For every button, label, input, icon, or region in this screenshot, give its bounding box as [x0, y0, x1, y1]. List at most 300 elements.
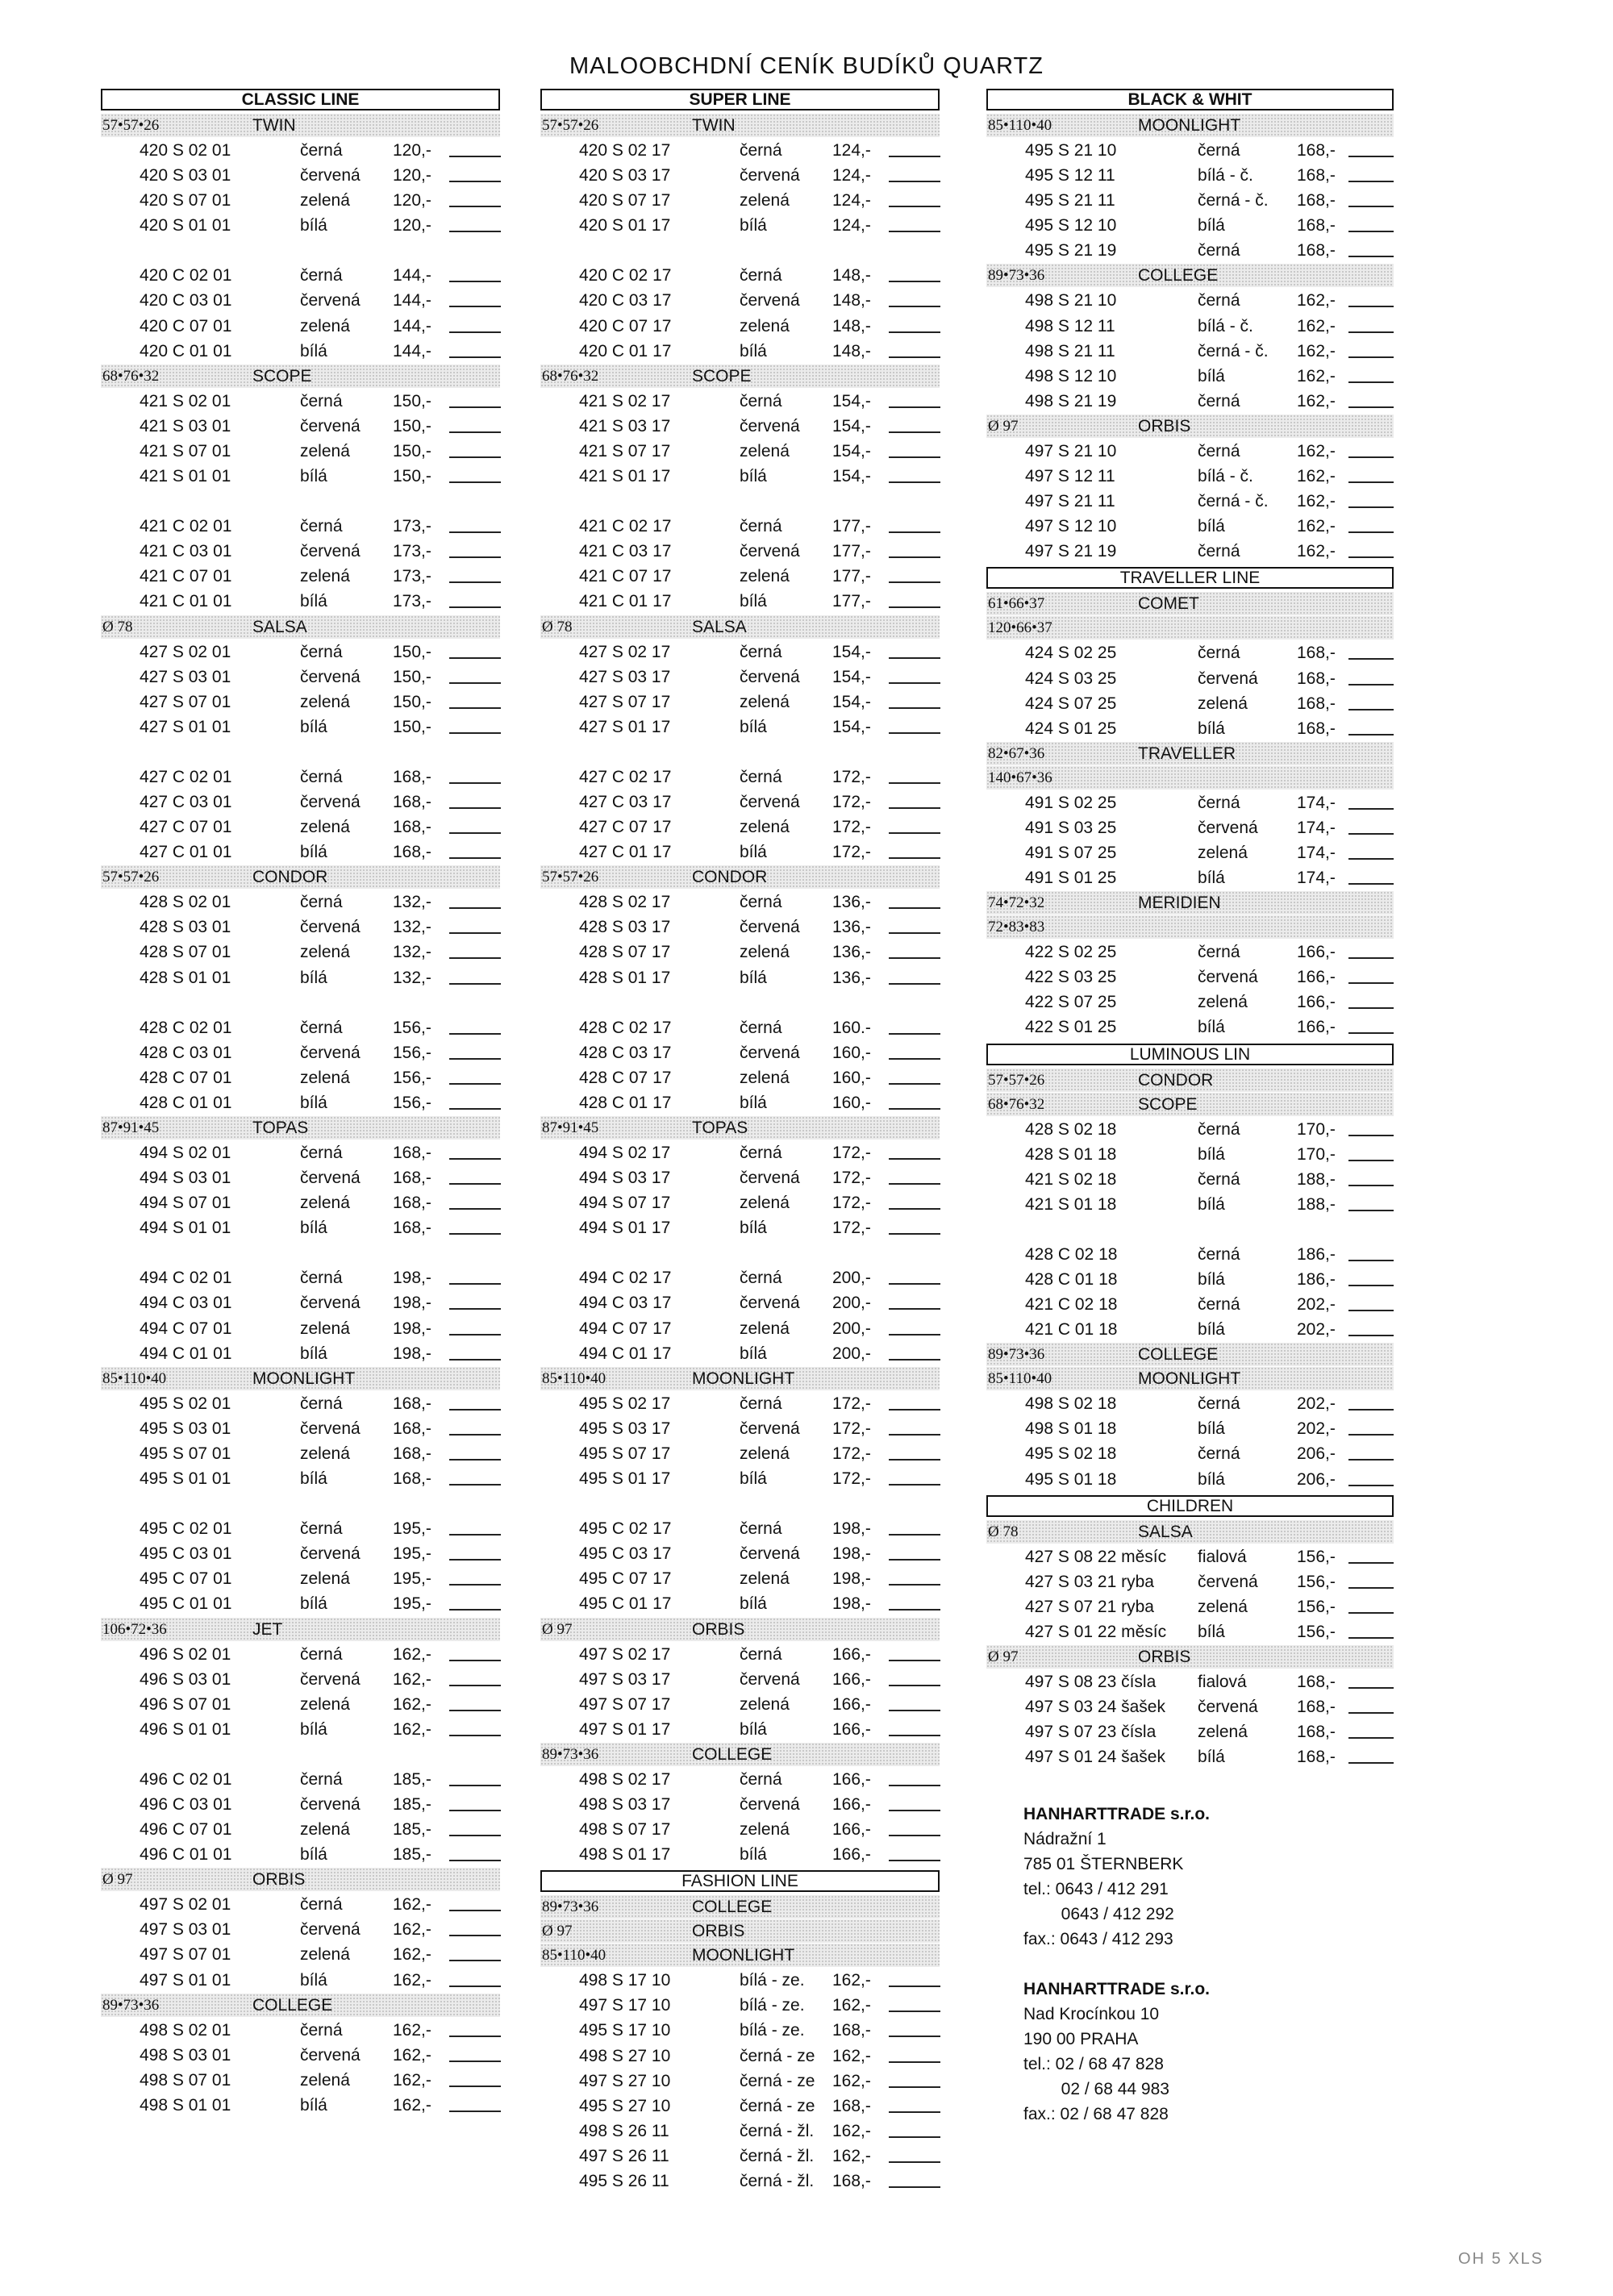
order-quantity-blank[interactable]	[889, 1559, 940, 1561]
order-quantity-blank[interactable]	[889, 2086, 940, 2088]
order-quantity-blank[interactable]	[1348, 331, 1394, 333]
model-subheader	[986, 1645, 1394, 1669]
order-quantity-blank[interactable]	[889, 356, 940, 358]
price-row	[101, 1767, 500, 1792]
order-quantity-blank[interactable]	[889, 832, 940, 834]
model-name: COLLEGE	[252, 1995, 333, 2015]
product-color: zelená	[300, 818, 350, 837]
contact-line: fax.: 02 / 68 47 828	[1023, 2105, 1169, 2124]
price-row	[101, 514, 500, 539]
product-color: zelená	[740, 1569, 790, 1589]
order-quantity-blank[interactable]	[1348, 1185, 1394, 1186]
order-quantity-blank[interactable]	[889, 156, 940, 157]
order-quantity-blank[interactable]	[889, 857, 940, 859]
order-quantity-blank[interactable]	[1348, 1032, 1394, 1034]
dimensions-label: 57•57•26	[102, 869, 160, 886]
order-quantity-blank[interactable]	[449, 406, 501, 408]
order-quantity-blank[interactable]	[1348, 1737, 1394, 1739]
dimensions-label: Ø 78	[542, 618, 573, 635]
order-quantity-blank[interactable]	[1348, 1210, 1394, 1211]
order-quantity-blank[interactable]	[1348, 381, 1394, 383]
model-subheader	[986, 766, 1394, 790]
product-color: černá	[1198, 1119, 1240, 1139]
product-price: 172,-	[832, 1394, 871, 1413]
order-quantity-blank[interactable]	[449, 782, 501, 784]
order-quantity-blank[interactable]	[889, 1033, 940, 1035]
price-row	[101, 915, 500, 940]
price-row	[101, 665, 500, 690]
order-quantity-blank[interactable]	[889, 606, 940, 608]
order-quantity-blank[interactable]	[889, 2136, 940, 2138]
order-quantity-blank[interactable]	[449, 606, 501, 608]
price-row	[540, 288, 940, 313]
order-quantity-blank[interactable]	[889, 1835, 940, 1836]
product-code: 494 S 03 01	[140, 1169, 231, 1188]
order-quantity-blank[interactable]	[1348, 1485, 1394, 1486]
dimensions-label: 72•83•83	[988, 919, 1045, 936]
order-quantity-blank[interactable]	[889, 1660, 940, 1661]
order-quantity-blank[interactable]	[889, 1710, 940, 1711]
order-quantity-blank[interactable]	[449, 1559, 501, 1561]
model-name: JET	[252, 1619, 283, 1639]
order-quantity-blank[interactable]	[449, 306, 501, 307]
order-quantity-blank[interactable]	[449, 181, 501, 182]
product-color: červená	[740, 291, 800, 310]
price-row	[540, 890, 940, 915]
price-row	[986, 163, 1394, 188]
product-color: černá	[740, 1769, 782, 1789]
order-quantity-blank[interactable]	[889, 782, 940, 784]
order-quantity-blank[interactable]	[449, 206, 501, 207]
order-quantity-blank[interactable]	[1348, 1762, 1394, 1764]
order-quantity-blank[interactable]	[889, 1308, 940, 1310]
price-row	[101, 1165, 500, 1190]
product-price: 166,-	[832, 1719, 871, 1739]
order-quantity-blank[interactable]	[1348, 734, 1394, 735]
product-price: 202,-	[1297, 1295, 1336, 1315]
product-code: 420 S 07 17	[579, 191, 671, 210]
order-quantity-blank[interactable]	[889, 1359, 940, 1361]
price-row	[986, 1544, 1394, 1569]
product-price: 198,-	[393, 1319, 431, 1338]
order-quantity-blank[interactable]	[1348, 456, 1394, 458]
order-quantity-blank[interactable]	[449, 1710, 501, 1711]
order-quantity-blank[interactable]	[889, 1534, 940, 1536]
order-quantity-blank[interactable]	[449, 1735, 501, 1736]
order-quantity-blank[interactable]	[889, 1108, 940, 1110]
product-color: bílá	[740, 467, 767, 486]
order-quantity-blank[interactable]	[889, 281, 940, 282]
order-quantity-blank[interactable]	[889, 1208, 940, 1210]
order-quantity-blank[interactable]	[449, 456, 501, 458]
order-quantity-blank[interactable]	[449, 1785, 501, 1786]
order-quantity-blank[interactable]	[889, 1083, 940, 1085]
product-price: 150,-	[393, 391, 431, 410]
order-quantity-blank[interactable]	[889, 1183, 940, 1185]
price-row	[540, 1717, 940, 1742]
order-quantity-blank[interactable]	[1348, 206, 1394, 207]
order-quantity-blank[interactable]	[889, 2186, 940, 2188]
order-quantity-blank[interactable]	[889, 657, 940, 659]
product-price: 198,-	[832, 1569, 871, 1589]
product-code: 498 S 01 01	[140, 2095, 231, 2115]
order-quantity-blank[interactable]	[889, 2061, 940, 2063]
price-row	[101, 414, 500, 439]
order-quantity-blank[interactable]	[889, 1810, 940, 1811]
order-quantity-blank[interactable]	[449, 481, 501, 483]
order-quantity-blank[interactable]	[1348, 982, 1394, 984]
order-quantity-blank[interactable]	[889, 1233, 940, 1235]
product-color: bílá	[1198, 1144, 1225, 1164]
order-quantity-blank[interactable]	[1348, 481, 1394, 483]
product-code: 498 S 12 10	[1025, 366, 1117, 385]
order-quantity-blank[interactable]	[449, 2111, 501, 2112]
order-quantity-blank[interactable]	[1348, 231, 1394, 232]
order-quantity-blank[interactable]	[449, 682, 501, 684]
model-name: MOONLIGHT	[1138, 116, 1241, 135]
product-price: 160.-	[832, 1018, 871, 1037]
order-quantity-blank[interactable]	[449, 1810, 501, 1811]
order-quantity-blank[interactable]	[889, 1986, 940, 1987]
price-row	[986, 716, 1394, 741]
product-code: 428 S 01 17	[579, 968, 671, 987]
product-code: 428 S 03 17	[579, 918, 671, 937]
order-quantity-blank[interactable]	[449, 531, 501, 533]
order-quantity-blank[interactable]	[889, 983, 940, 985]
order-quantity-blank[interactable]	[449, 331, 501, 333]
product-color: bílá - ze.	[740, 2021, 805, 2040]
order-quantity-blank[interactable]	[889, 1058, 940, 1060]
product-color: černá	[740, 1018, 782, 1037]
order-quantity-blank[interactable]	[449, 1359, 501, 1361]
company-name: HANHARTTRADE s.r.o.	[1023, 1980, 1211, 1999]
order-quantity-blank[interactable]	[889, 481, 940, 483]
order-quantity-blank[interactable]	[1348, 1409, 1394, 1411]
order-quantity-blank[interactable]	[1348, 808, 1394, 810]
order-quantity-blank[interactable]	[889, 907, 940, 909]
product-price: 148,-	[832, 316, 871, 335]
order-quantity-blank[interactable]	[449, 983, 501, 985]
dimensions-label: 85•110•40	[542, 1947, 606, 1965]
model-subheader	[540, 114, 940, 137]
order-quantity-blank[interactable]	[449, 1860, 501, 1861]
dimensions-label: 68•76•32	[988, 1095, 1045, 1113]
order-quantity-blank[interactable]	[449, 1960, 501, 1961]
order-quantity-blank[interactable]	[889, 231, 940, 232]
product-color: černá - ze	[740, 2096, 815, 2115]
product-color: bílá	[300, 1719, 327, 1739]
price-row	[540, 1441, 940, 1466]
order-quantity-blank[interactable]	[1348, 181, 1394, 182]
order-quantity-blank[interactable]	[889, 2036, 940, 2037]
order-quantity-blank[interactable]	[1348, 957, 1394, 959]
product-price: 136,-	[832, 943, 871, 962]
product-price: 148,-	[832, 291, 871, 310]
product-price: 154,-	[832, 642, 871, 661]
product-price: 195,-	[393, 1519, 431, 1539]
order-quantity-blank[interactable]	[449, 1685, 501, 1686]
order-quantity-blank[interactable]	[1348, 256, 1394, 257]
product-code: 498 S 02 18	[1025, 1394, 1117, 1414]
price-row	[986, 1416, 1394, 1441]
order-quantity-blank[interactable]	[449, 832, 501, 834]
product-color: zelená	[740, 1319, 790, 1338]
product-code: 421 S 02 01	[140, 391, 231, 410]
product-price: 132,-	[393, 893, 431, 912]
product-code: 495 S 21 10	[1025, 141, 1117, 160]
order-quantity-blank[interactable]	[1348, 1260, 1394, 1261]
product-color: bílá - ze.	[740, 1996, 805, 2015]
order-quantity-blank[interactable]	[449, 1208, 501, 1210]
product-price: 198,-	[832, 1594, 871, 1614]
price-row	[101, 815, 500, 840]
price-row	[986, 1391, 1394, 1416]
order-quantity-blank[interactable]	[889, 1735, 940, 1736]
order-quantity-blank[interactable]	[449, 1083, 501, 1085]
product-color: černá - žl.	[740, 2146, 815, 2165]
product-price: 150,-	[393, 467, 431, 486]
product-code: 495 S 01 01	[140, 1469, 231, 1489]
order-quantity-blank[interactable]	[449, 431, 501, 433]
product-code: 495 S 03 17	[579, 1419, 671, 1438]
order-quantity-blank[interactable]	[449, 1534, 501, 1536]
order-quantity-blank[interactable]	[1348, 506, 1394, 508]
product-color: černá	[1198, 391, 1240, 410]
order-quantity-blank[interactable]	[449, 932, 501, 934]
model-name: COLLEGE	[1138, 266, 1219, 285]
product-color: červená	[740, 1169, 800, 1188]
price-row	[101, 1842, 500, 1867]
product-code: 496 C 07 01	[140, 1820, 232, 1840]
order-quantity-blank[interactable]	[449, 807, 501, 809]
order-quantity-blank[interactable]	[449, 1584, 501, 1586]
price-row	[986, 1569, 1394, 1594]
order-quantity-blank[interactable]	[889, 932, 940, 934]
row-spacer	[101, 1742, 500, 1767]
order-quantity-blank[interactable]	[889, 1459, 940, 1461]
product-color: bílá	[300, 592, 327, 611]
product-code: 427 S 01 17	[579, 717, 671, 736]
product-color: fialová	[1198, 1547, 1247, 1566]
product-color: bílá	[300, 216, 327, 235]
order-quantity-blank[interactable]	[889, 1334, 940, 1336]
order-quantity-blank[interactable]	[889, 1283, 940, 1285]
order-quantity-blank[interactable]	[1348, 1007, 1394, 1009]
order-quantity-blank[interactable]	[1348, 1434, 1394, 1436]
order-quantity-blank[interactable]	[1348, 684, 1394, 685]
order-quantity-blank[interactable]	[889, 1609, 940, 1611]
order-quantity-blank[interactable]	[449, 907, 501, 909]
order-quantity-blank[interactable]	[449, 356, 501, 358]
product-color: černá	[300, 1769, 343, 1789]
order-quantity-blank[interactable]	[889, 531, 940, 533]
order-quantity-blank[interactable]	[889, 1409, 940, 1411]
order-quantity-blank[interactable]	[1348, 1587, 1394, 1589]
product-price: 177,-	[832, 567, 871, 586]
order-quantity-blank[interactable]	[449, 1910, 501, 1911]
order-quantity-blank[interactable]	[1348, 1285, 1394, 1286]
product-code: 498 S 12 11	[1025, 316, 1115, 335]
product-price: 168,-	[393, 818, 431, 837]
product-code: 497 S 01 24 šašek	[1025, 1748, 1165, 1767]
product-price: 124,-	[832, 141, 871, 160]
product-price: 132,-	[393, 968, 431, 987]
dimensions-label: 82•67•36	[988, 744, 1045, 762]
order-quantity-blank[interactable]	[449, 1283, 501, 1285]
order-quantity-blank[interactable]	[889, 1685, 940, 1686]
order-quantity-blank[interactable]	[1348, 1687, 1394, 1689]
order-quantity-blank[interactable]	[889, 431, 940, 433]
order-quantity-blank[interactable]	[1348, 1637, 1394, 1639]
order-quantity-blank[interactable]	[889, 1860, 940, 1861]
order-quantity-blank[interactable]	[889, 406, 940, 408]
price-row	[540, 464, 940, 489]
order-quantity-blank[interactable]	[449, 1409, 501, 1411]
order-quantity-blank[interactable]	[1348, 556, 1394, 558]
order-quantity-blank[interactable]	[1348, 156, 1394, 157]
order-quantity-blank[interactable]	[1348, 858, 1394, 860]
order-quantity-blank[interactable]	[449, 1158, 501, 1160]
price-row	[101, 539, 500, 564]
price-row	[540, 1842, 940, 1867]
order-quantity-blank[interactable]	[449, 732, 501, 734]
order-quantity-blank[interactable]	[889, 456, 940, 458]
order-quantity-blank[interactable]	[889, 707, 940, 709]
order-quantity-blank[interactable]	[889, 206, 940, 207]
product-code: 420 C 02 17	[579, 266, 672, 285]
order-quantity-blank[interactable]	[449, 281, 501, 282]
order-quantity-blank[interactable]	[449, 1058, 501, 1060]
footer-mark: OH 5 XLS	[1457, 2250, 1544, 2268]
order-quantity-blank[interactable]	[889, 556, 940, 558]
order-quantity-blank[interactable]	[1348, 1459, 1394, 1461]
product-price: 172,-	[832, 1444, 871, 1463]
order-quantity-blank[interactable]	[889, 1584, 940, 1586]
product-color: červená	[740, 1794, 800, 1814]
price-row	[540, 1667, 940, 1692]
price-row	[101, 765, 500, 790]
order-quantity-blank[interactable]	[449, 1108, 501, 1110]
order-quantity-blank[interactable]	[449, 857, 501, 859]
order-quantity-blank[interactable]	[889, 1785, 940, 1786]
order-quantity-blank[interactable]	[889, 682, 940, 684]
order-quantity-blank[interactable]	[449, 2036, 501, 2037]
order-quantity-blank[interactable]	[449, 1033, 501, 1035]
order-quantity-blank[interactable]	[889, 331, 940, 333]
order-quantity-blank[interactable]	[889, 1484, 940, 1486]
order-quantity-blank[interactable]	[449, 1183, 501, 1185]
order-quantity-blank[interactable]	[889, 1158, 940, 1160]
product-price: 168,-	[1297, 141, 1336, 160]
product-color: zelená	[1198, 993, 1248, 1012]
product-price: 162,-	[393, 1920, 431, 1940]
order-quantity-blank[interactable]	[889, 732, 940, 734]
order-quantity-blank[interactable]	[1348, 833, 1394, 835]
product-code: 421 C 02 18	[1025, 1295, 1118, 1315]
product-code: 427 S 02 01	[140, 642, 231, 661]
order-quantity-blank[interactable]	[889, 2011, 940, 2012]
order-quantity-blank[interactable]	[1348, 1310, 1394, 1311]
order-quantity-blank[interactable]	[1348, 1160, 1394, 1161]
order-quantity-blank[interactable]	[1348, 1712, 1394, 1714]
order-quantity-blank[interactable]	[889, 1434, 940, 1436]
order-quantity-blank[interactable]	[889, 181, 940, 182]
price-row	[540, 1140, 940, 1165]
order-quantity-blank[interactable]	[889, 2111, 940, 2113]
order-quantity-blank[interactable]	[449, 1835, 501, 1836]
order-quantity-blank[interactable]	[449, 957, 501, 959]
product-color: červená	[300, 1920, 361, 1940]
column-classic-line	[101, 85, 500, 2118]
order-quantity-blank[interactable]	[1348, 1335, 1394, 1336]
product-code: 421 S 07 01	[140, 441, 231, 460]
order-quantity-blank[interactable]	[889, 807, 940, 809]
order-quantity-blank[interactable]	[1348, 883, 1394, 885]
order-quantity-blank[interactable]	[449, 2061, 501, 2062]
model-subheader	[540, 1367, 940, 1390]
order-quantity-blank[interactable]	[449, 1308, 501, 1310]
order-quantity-blank[interactable]	[449, 156, 501, 157]
order-quantity-blank[interactable]	[889, 306, 940, 307]
product-price: 168,-	[393, 1194, 431, 1213]
order-quantity-blank[interactable]	[449, 1459, 501, 1461]
order-quantity-blank[interactable]	[889, 957, 940, 959]
order-quantity-blank[interactable]	[1348, 709, 1394, 710]
product-code: 497 S 21 10	[1025, 441, 1117, 460]
order-quantity-blank[interactable]	[1348, 356, 1394, 358]
product-code: 420 C 07 01	[140, 316, 232, 335]
order-quantity-blank[interactable]	[449, 707, 501, 709]
order-quantity-blank[interactable]	[889, 2161, 940, 2163]
order-quantity-blank[interactable]	[449, 657, 501, 659]
order-quantity-blank[interactable]	[449, 231, 501, 232]
order-quantity-blank[interactable]	[889, 581, 940, 583]
order-quantity-blank[interactable]	[449, 581, 501, 583]
order-quantity-blank[interactable]	[1348, 1612, 1394, 1614]
order-quantity-blank[interactable]	[449, 556, 501, 558]
order-quantity-blank[interactable]	[1348, 658, 1394, 660]
order-quantity-blank[interactable]	[449, 1434, 501, 1436]
order-quantity-blank[interactable]	[449, 2086, 501, 2087]
order-quantity-blank[interactable]	[1348, 306, 1394, 307]
order-quantity-blank[interactable]	[1348, 1562, 1394, 1564]
product-price: 166,-	[832, 1845, 871, 1865]
product-price: 162,-	[393, 1945, 431, 1965]
order-quantity-blank[interactable]	[1348, 406, 1394, 408]
order-quantity-blank[interactable]	[1348, 531, 1394, 533]
order-quantity-blank[interactable]	[449, 1233, 501, 1235]
product-price: 132,-	[393, 943, 431, 962]
product-code: 428 S 02 01	[140, 893, 231, 912]
product-code: 497 S 21 11	[1025, 492, 1115, 511]
product-price: 174,-	[1297, 793, 1336, 812]
order-quantity-blank[interactable]	[449, 1935, 501, 1936]
dimensions-label: 87•91•45	[102, 1119, 160, 1136]
price-row	[540, 2169, 940, 2194]
product-price: 162,-	[832, 1996, 871, 2015]
order-quantity-blank[interactable]	[449, 1334, 501, 1336]
order-quantity-blank[interactable]	[449, 1609, 501, 1611]
order-quantity-blank[interactable]	[1348, 1135, 1394, 1136]
price-row	[101, 1817, 500, 1842]
order-quantity-blank[interactable]	[449, 1986, 501, 1987]
order-quantity-blank[interactable]	[449, 1484, 501, 1486]
product-color: bílá	[740, 1845, 767, 1865]
order-quantity-blank[interactable]	[449, 1660, 501, 1661]
price-row	[986, 439, 1394, 464]
price-row	[986, 865, 1394, 890]
price-row	[540, 1040, 940, 1065]
